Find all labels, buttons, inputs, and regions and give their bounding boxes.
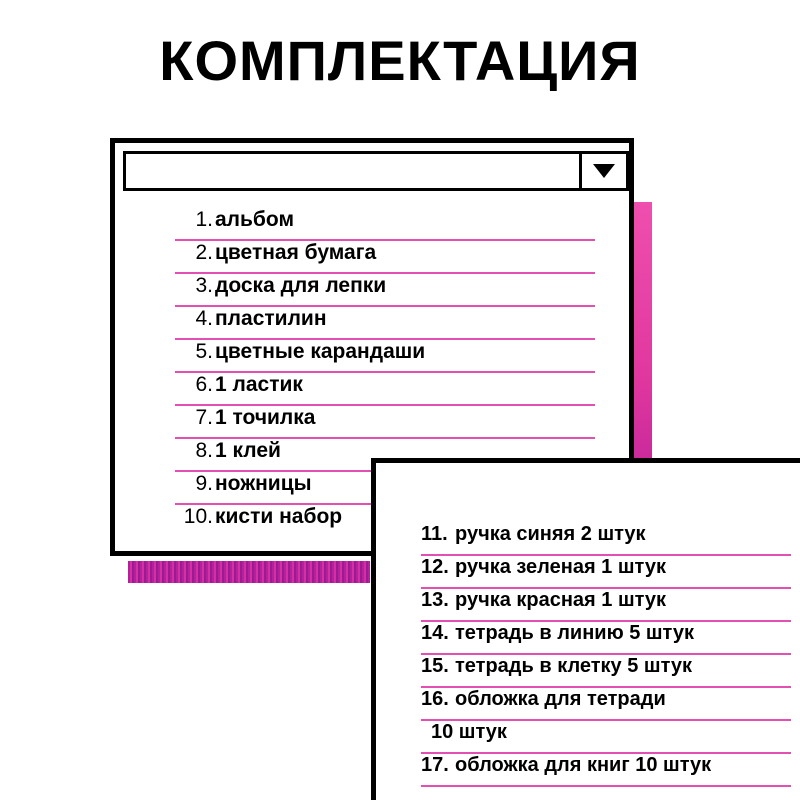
- list-item: [175, 373, 595, 406]
- list-item-label: доска для лепки: [215, 274, 387, 297]
- list-item-number: 10.: [183, 505, 213, 528]
- list-item: [175, 274, 595, 307]
- list-item-label: цветные карандаши: [215, 340, 426, 363]
- list-item: [175, 241, 595, 274]
- list-item: [421, 721, 791, 754]
- list-item: [421, 754, 791, 787]
- list-item-number: 16.: [421, 688, 449, 710]
- list-item-label: 1 ластик: [215, 373, 303, 396]
- page-title: КОМПЛЕКТАЦИЯ: [159, 29, 641, 92]
- dropdown-toggle[interactable]: [579, 154, 626, 188]
- list-item-number: 3.: [195, 274, 213, 297]
- items-panel-secondary: [371, 458, 800, 800]
- list-item-label: кисти набор: [215, 505, 343, 528]
- list-item-number: 7.: [195, 406, 213, 429]
- list-item-number: 14.: [421, 622, 449, 644]
- list-item: [421, 622, 791, 655]
- list-item-label: обложка для тетради: [455, 688, 666, 710]
- list-item-label: ручка красная 1 штук: [455, 589, 667, 611]
- list-item-number: 6.: [195, 373, 213, 396]
- chevron-down-icon: [593, 164, 615, 178]
- items-list-secondary: [421, 523, 791, 787]
- list-item: [421, 556, 791, 589]
- dropdown-value[interactable]: [126, 154, 579, 188]
- list-item-label: альбом: [215, 208, 294, 231]
- list-item: [421, 655, 791, 688]
- accent-bar-horizontal: [128, 561, 370, 583]
- list-item-label: ножницы: [215, 472, 312, 495]
- list-item-number: 9.: [195, 472, 213, 495]
- list-item-number: 11.: [421, 523, 448, 545]
- list-item-label: 1 клей: [215, 439, 281, 462]
- list-item-label: тетрадь в линию 5 штук: [455, 622, 694, 644]
- list-item-number: 2.: [195, 241, 213, 264]
- list-item: [421, 589, 791, 622]
- list-item: [175, 208, 595, 241]
- list-item-number: 5.: [195, 340, 213, 363]
- list-item-label: цветная бумага: [215, 241, 377, 264]
- list-item-label: тетрадь в клетку 5 штук: [455, 655, 693, 677]
- list-item-number: 12.: [421, 556, 449, 578]
- list-item-label: 1 точилка: [215, 406, 316, 429]
- list-item: [175, 307, 595, 340]
- list-item-label: ручка синяя 2 штук: [455, 523, 646, 545]
- list-item-label: обложка для книг 10 штук: [455, 754, 712, 776]
- list-item-number: 13.: [421, 589, 449, 611]
- list-item: [421, 523, 791, 556]
- list-item: [175, 340, 595, 373]
- list-item-label: пластилин: [215, 307, 327, 330]
- list-item-number: 15.: [421, 655, 449, 677]
- list-item-number: 8.: [195, 439, 213, 462]
- dropdown-field[interactable]: [123, 151, 629, 191]
- list-item-number: 1.: [195, 208, 213, 231]
- list-item-label: ручка зеленая 1 штук: [455, 556, 666, 578]
- list-item-number: 17.: [421, 754, 449, 776]
- list-item: [421, 688, 791, 721]
- list-item-label: 10 штук: [431, 721, 507, 743]
- list-item-number: 4.: [195, 307, 213, 330]
- list-item: [175, 406, 595, 439]
